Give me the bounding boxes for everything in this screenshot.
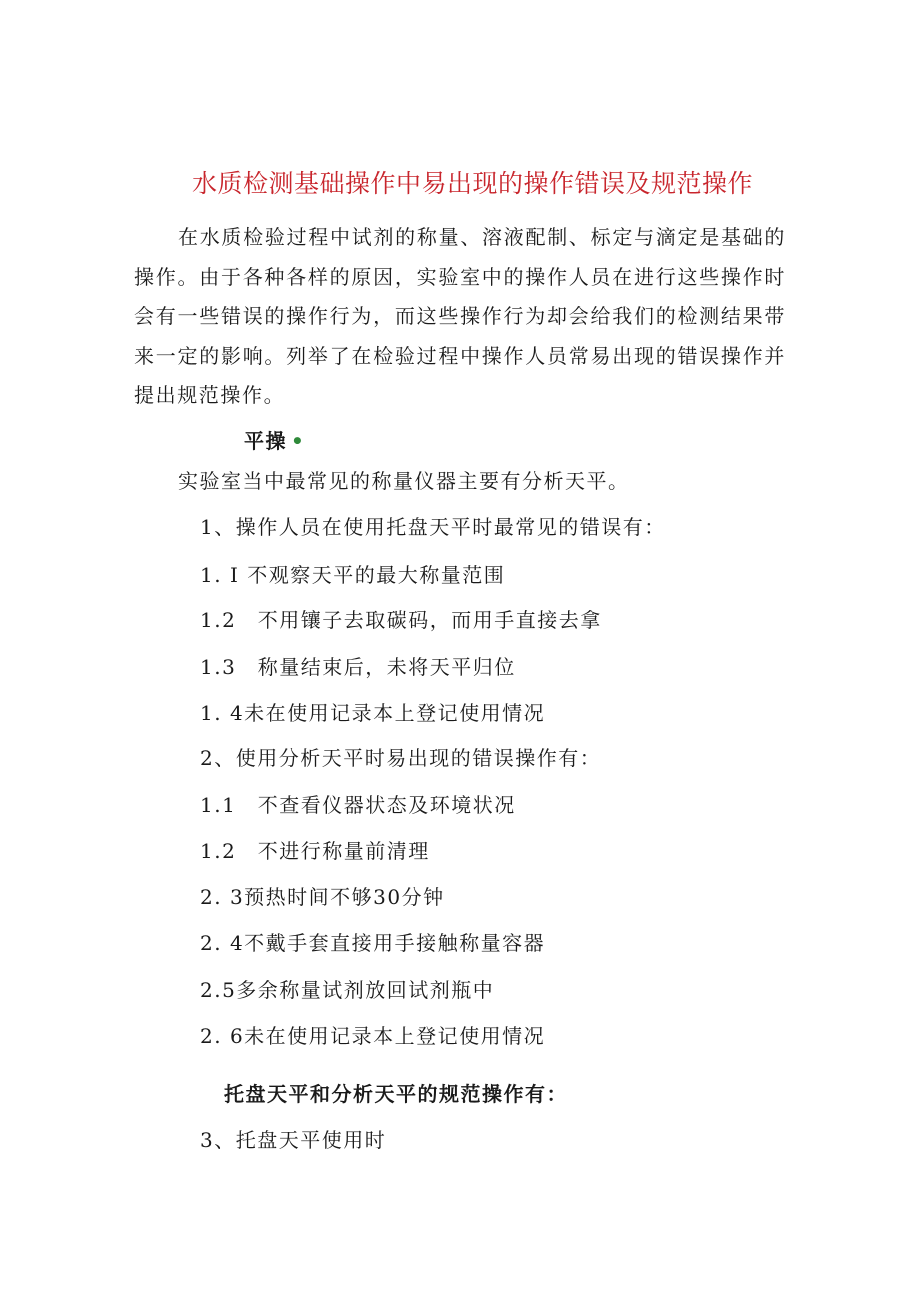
page-title: 水质检测基础操作中易出现的操作错误及规范操作 bbox=[192, 169, 754, 198]
list1-item: 1.3 称量结束后，未将天平归位 bbox=[200, 655, 516, 679]
list2-item: 2. 3预热时间不够30分钟 bbox=[200, 885, 445, 909]
bullet-dot-icon: • bbox=[291, 429, 306, 453]
section-intro: 实验室当中最常见的称量仪器主要有分析天平。 bbox=[178, 469, 630, 493]
list1-heading: 1、操作人员在使用托盘天平时最常见的错误有： bbox=[200, 515, 666, 539]
list1-item: 1. 4未在使用记录本上登记使用情况 bbox=[200, 701, 546, 725]
list2-item: 1.2 不进行称量前清理 bbox=[200, 839, 430, 863]
list1-item: 1.2 不用镶子去取碳码，而用手直接去拿 bbox=[200, 608, 602, 632]
list2-item: 2. 6未在使用记录本上登记使用情况 bbox=[200, 1024, 546, 1048]
section-heading bbox=[244, 426, 305, 456]
section-heading-text: 平操 bbox=[244, 429, 287, 453]
list2-heading: 2、使用分析天平时易出现的错误操作有： bbox=[200, 746, 602, 770]
norm-item: 3、托盘天平使用时 bbox=[200, 1128, 387, 1152]
list1-item: 1. I 不观察天平的最大称量范围 bbox=[200, 563, 506, 587]
list2-item: 2. 4不戴手套直接用手接触称量容器 bbox=[200, 931, 546, 955]
list2-item: 1.1 不查看仪器状态及环境状况 bbox=[200, 793, 516, 817]
norm-heading: 托盘天平和分析天平的规范操作有： bbox=[224, 1082, 568, 1106]
list2-item: 2.5多余称量试剂放回试剂瓶中 bbox=[200, 978, 495, 1002]
intro-paragraph: 在水质检验过程中试剂的称量、溶液配制、标定与滴定是基础的操作。由于各种各样的原因，实验室中的操作人员在进行这些操作时会有一些错误的操作行为，而这些操作行为却会给我们的检测结果带来一定的影响。列举了在检验过程中操作人员常易出现的错误操作并提出规范操作。 bbox=[134, 225, 786, 407]
